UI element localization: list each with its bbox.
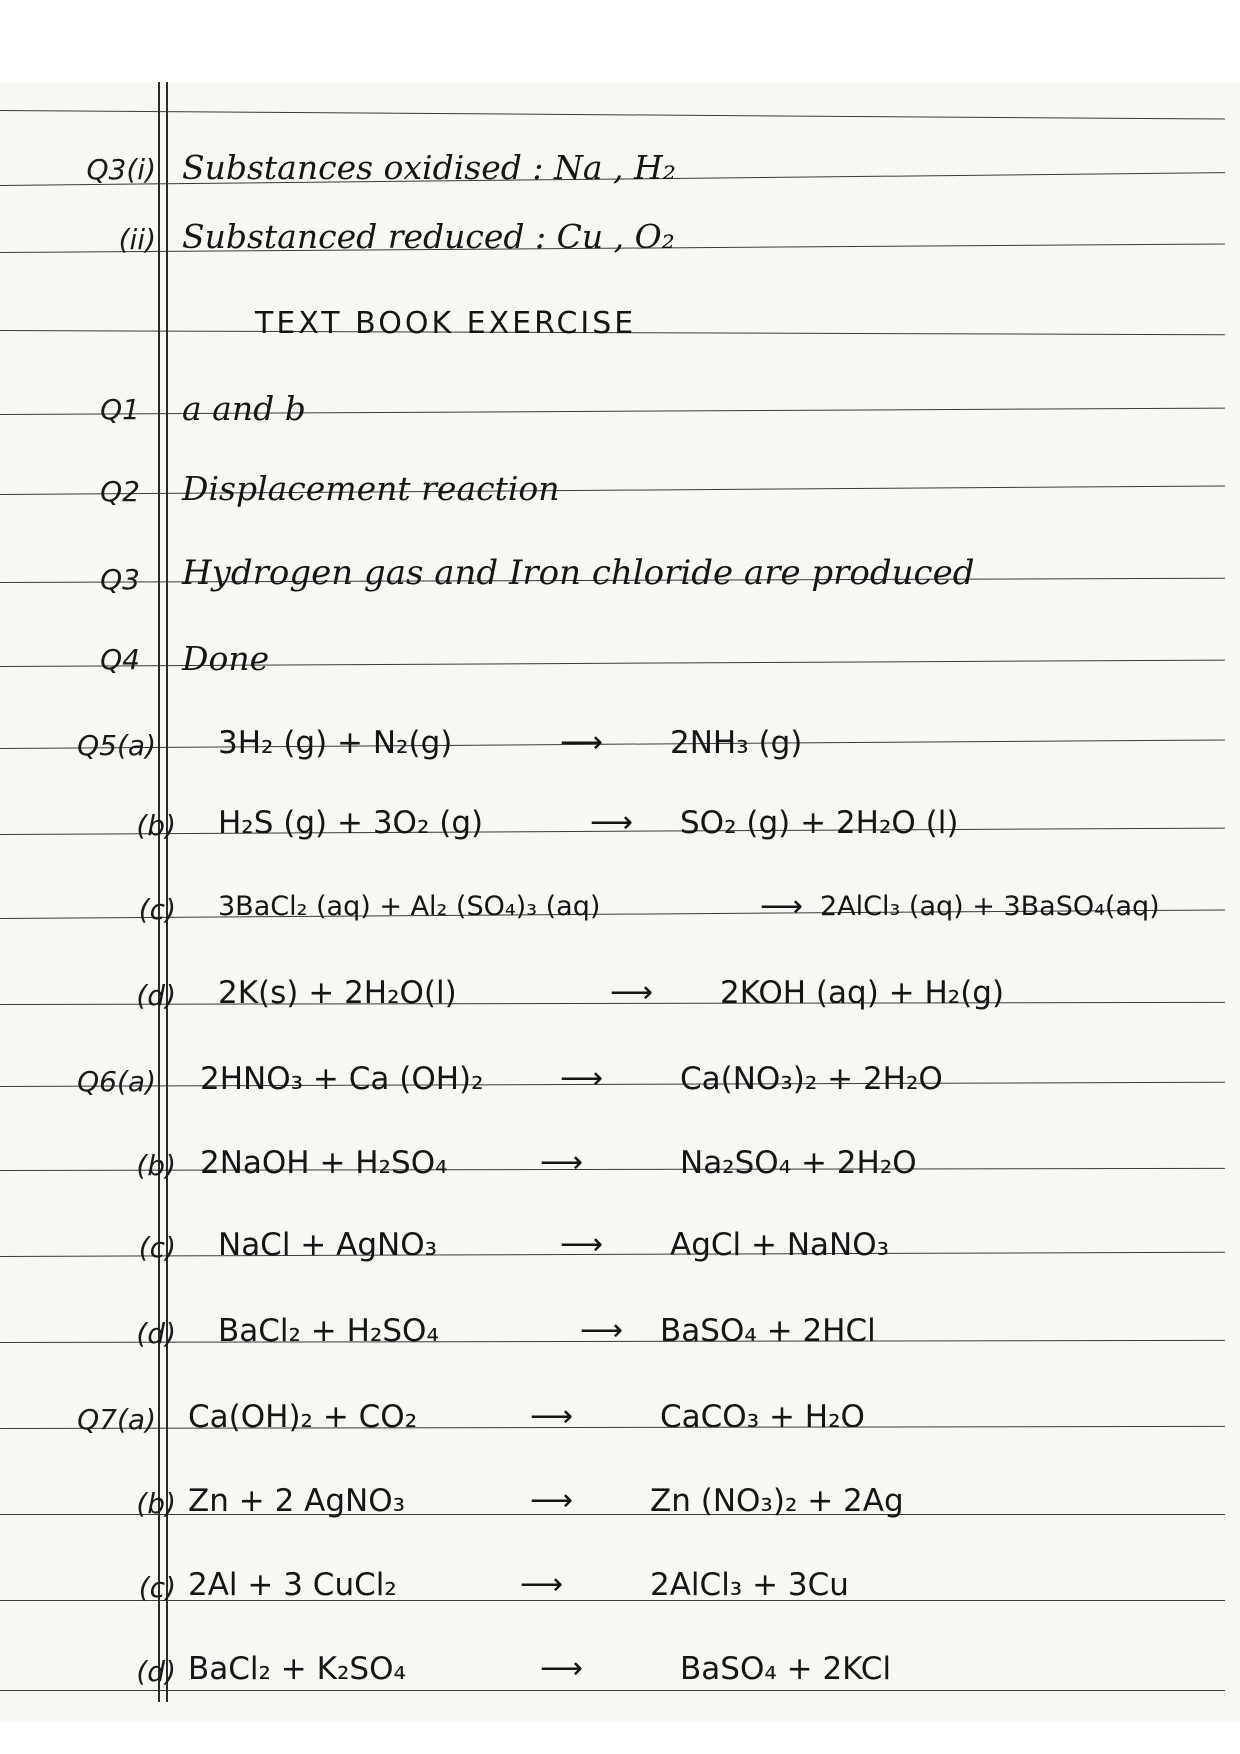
reaction-arrow-icon: ⟶ bbox=[590, 805, 634, 840]
equation-reactants: 2HNO₃ + Ca (OH)₂ bbox=[200, 1061, 484, 1097]
question-label: Q4 bbox=[100, 643, 140, 676]
question-label: (c) bbox=[138, 1571, 176, 1604]
equation-products: Na₂SO₄ + 2H₂O bbox=[680, 1145, 917, 1181]
equation-products: BaSO₄ + 2HCl bbox=[660, 1313, 876, 1349]
equation-products: 2AlCl₃ (aq) + 3BaSO₄(aq) bbox=[820, 891, 1160, 922]
equation-products: 2AlCl₃ + 3Cu bbox=[650, 1567, 849, 1603]
question-label: (b) bbox=[136, 1149, 176, 1182]
equation-reactants: Ca(OH)₂ + CO₂ bbox=[188, 1399, 418, 1435]
equation-reactants: BaCl₂ + K₂SO₄ bbox=[188, 1651, 406, 1687]
equation-reactants: H₂S (g) + 3O₂ (g) bbox=[218, 805, 484, 841]
top-margin bbox=[0, 0, 1240, 82]
question-label: (d) bbox=[136, 979, 176, 1012]
answer-text: Done bbox=[182, 639, 270, 678]
equation-products: Zn (NO₃)₂ + 2Ag bbox=[650, 1483, 904, 1519]
question-label: (b) bbox=[136, 1487, 176, 1520]
question-label: Q3 bbox=[100, 563, 140, 596]
reaction-arrow-icon: ⟶ bbox=[530, 1399, 574, 1434]
question-label: (b) bbox=[136, 809, 176, 842]
section-heading: TEXT BOOK EXERCISE bbox=[255, 306, 637, 341]
reaction-arrow-icon: ⟶ bbox=[560, 725, 604, 760]
question-label: Q1 bbox=[100, 393, 140, 426]
question-label: (c) bbox=[138, 1231, 176, 1264]
reaction-arrow-icon: ⟶ bbox=[610, 975, 654, 1010]
question-label: (d) bbox=[136, 1317, 176, 1350]
question-label: Q5(a) bbox=[77, 729, 156, 762]
reaction-arrow-icon: ⟶ bbox=[540, 1651, 584, 1686]
reaction-arrow-icon: ⟶ bbox=[540, 1145, 584, 1180]
equation-reactants: NaCl + AgNO₃ bbox=[218, 1227, 438, 1263]
equation-products: BaSO₄ + 2KCl bbox=[680, 1651, 892, 1687]
answer-text: Substanced reduced : Cu , O₂ bbox=[182, 217, 675, 256]
equation-products: 2KOH (aq) + H₂(g) bbox=[720, 975, 1005, 1011]
reaction-arrow-icon: ⟶ bbox=[530, 1483, 574, 1518]
equation-products: Ca(NO₃)₂ + 2H₂O bbox=[680, 1061, 943, 1097]
reaction-arrow-icon: ⟶ bbox=[580, 1313, 624, 1348]
question-label: Q7(a) bbox=[77, 1403, 156, 1436]
equation-products: 2NH₃ (g) bbox=[670, 725, 803, 761]
reaction-arrow-icon: ⟶ bbox=[760, 889, 804, 924]
equation-reactants: Zn + 2 AgNO₃ bbox=[188, 1483, 406, 1519]
answer-text: Displacement reaction bbox=[182, 469, 560, 508]
question-label: Q6(a) bbox=[77, 1065, 156, 1098]
equation-reactants: 2K(s) + 2H₂O(l) bbox=[218, 975, 457, 1011]
ruled-line bbox=[0, 1600, 1225, 1601]
ruled-line bbox=[0, 1514, 1225, 1515]
answer-text: Hydrogen gas and Iron chloride are produced bbox=[182, 553, 975, 593]
ruled-line bbox=[0, 1690, 1225, 1691]
reaction-arrow-icon: ⟶ bbox=[520, 1567, 564, 1602]
answer-text: a and b bbox=[182, 389, 306, 428]
equation-products: AgCl + NaNO₃ bbox=[670, 1227, 890, 1263]
equation-reactants: BaCl₂ + H₂SO₄ bbox=[218, 1313, 439, 1349]
equation-reactants: 3H₂ (g) + N₂(g) bbox=[218, 725, 453, 761]
answer-text: Substances oxidised : Na , H₂ bbox=[182, 148, 676, 187]
equation-reactants: 3BaCl₂ (aq) + Al₂ (SO₄)₃ (aq) bbox=[218, 891, 601, 922]
question-label: Q3(i) bbox=[86, 153, 156, 186]
question-label: Q2 bbox=[100, 475, 140, 508]
equation-reactants: 2Al + 3 CuCl₂ bbox=[188, 1567, 397, 1603]
question-label: (d) bbox=[136, 1655, 176, 1688]
question-label: (c) bbox=[138, 893, 176, 926]
question-label: (ii) bbox=[118, 223, 156, 256]
equation-products: SO₂ (g) + 2H₂O (l) bbox=[680, 805, 959, 841]
equation-products: CaCO₃ + H₂O bbox=[660, 1399, 865, 1435]
equation-reactants: 2NaOH + H₂SO₄ bbox=[200, 1145, 448, 1181]
reaction-arrow-icon: ⟶ bbox=[560, 1227, 604, 1262]
reaction-arrow-icon: ⟶ bbox=[560, 1061, 604, 1096]
